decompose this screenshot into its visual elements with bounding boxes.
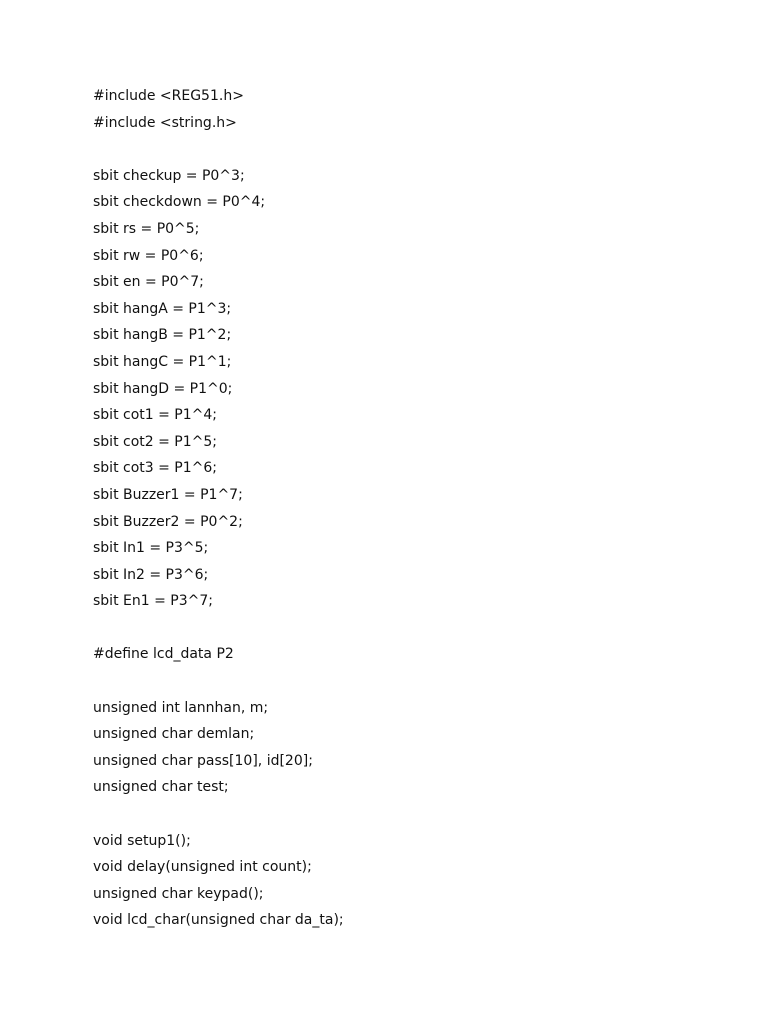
code-line: #define lcd_data P2 xyxy=(93,646,234,663)
code-line: sbit In2 = P3^6; xyxy=(93,566,209,583)
blank-line xyxy=(93,615,344,642)
code-line: sbit hangC = P1^1; xyxy=(93,353,232,370)
code-line: sbit hangB = P1^2; xyxy=(93,327,232,344)
code-line: sbit hangD = P1^0; xyxy=(93,380,233,397)
code-block xyxy=(93,83,344,934)
code-line: unsigned char demlan; xyxy=(93,726,255,743)
code-line: unsigned char test; xyxy=(93,779,229,796)
code-line: sbit cot3 = P1^6; xyxy=(93,460,218,477)
code-line: #include <REG51.h> xyxy=(93,88,244,104)
code-line: sbit En1 = P3^7; xyxy=(93,593,213,610)
code-line: unsigned char keypad(); xyxy=(93,885,264,902)
code-line: sbit cot2 = P1^5; xyxy=(93,433,218,450)
code-line: sbit checkdown = P0^4; xyxy=(93,194,266,211)
code-line: sbit Buzzer1 = P1^7; xyxy=(93,486,243,503)
code-line: void setup1(); xyxy=(93,832,191,849)
blank-line xyxy=(93,668,344,695)
blank-line xyxy=(93,136,344,163)
code-line: sbit en = P0^7; xyxy=(93,274,204,291)
code-line: sbit In1 = P3^5; xyxy=(93,540,209,557)
code-line: unsigned int lannhan, m; xyxy=(93,699,269,716)
code-line: sbit rs = P0^5; xyxy=(93,220,200,237)
code-line: unsigned char pass[10], id[20]; xyxy=(93,752,313,769)
code-line: sbit hangA = P1^3; xyxy=(93,300,232,317)
code-line: #include <string.h> xyxy=(93,114,237,131)
code-line: sbit cot1 = P1^4; xyxy=(93,407,218,424)
code-line: sbit rw = P0^6; xyxy=(93,247,204,264)
blank-line xyxy=(93,801,344,828)
code-line: sbit Buzzer2 = P0^2; xyxy=(93,513,243,530)
code-line: sbit checkup = P0^3; xyxy=(93,167,245,184)
code-line: void lcd_char(unsigned char da_ta); xyxy=(93,912,344,929)
code-line: void delay(unsigned int count); xyxy=(93,859,312,876)
